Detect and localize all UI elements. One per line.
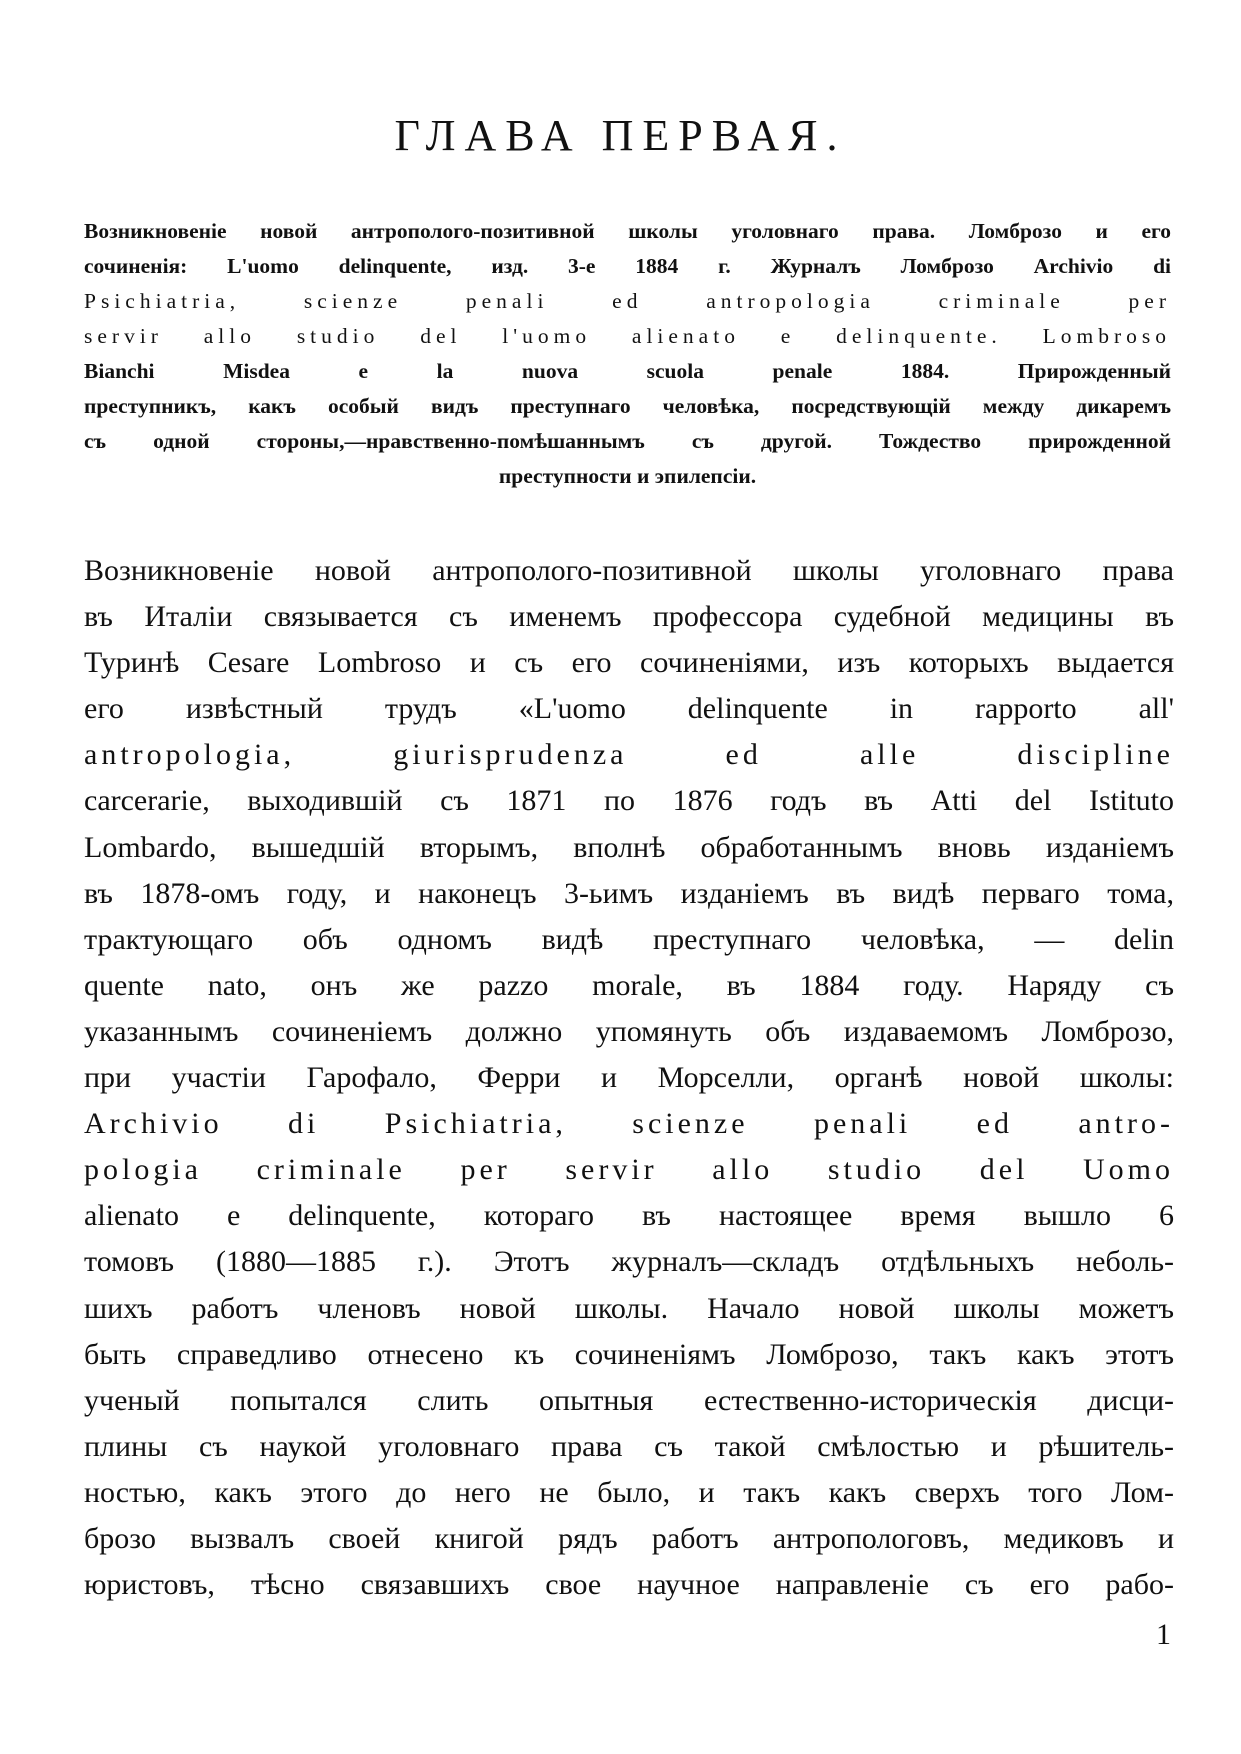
body-line: при участіи Гарофало, Ферри и Морселли, органѣ новой школы: bbox=[84, 1061, 1174, 1095]
chapter-title: ГЛАВА ПЕРВАЯ. bbox=[394, 111, 847, 160]
summary-line: Bianchi Misdea e la nuova scuola penale 1884. Прирожденный bbox=[84, 359, 1171, 383]
body-line: указаннымъ сочиненіемъ должно упомянуть объ издаваемомъ Ломброзо, bbox=[84, 1014, 1174, 1048]
body-text bbox=[84, 548, 1174, 1608]
body-line: брозо вызвалъ своей книгой рядъ работъ антропологовъ, медиковъ и bbox=[84, 1521, 1174, 1555]
body-line: томовъ (1880—1885 г.). Этотъ журналъ—складъ отдѣльныхъ неболь- bbox=[84, 1245, 1174, 1279]
body-line: юристовъ, тѣсно связавшихъ свое научное направленіе съ его рабо- bbox=[84, 1568, 1174, 1602]
body-line: quente nato, онъ же pazzo morale, въ 1884 году. Наряду съ bbox=[84, 968, 1174, 1002]
summary-line: преступникъ, какъ особый видъ преступнаго человѣка, посредствующій между дикаремъ bbox=[84, 394, 1171, 418]
body-line: въ Италіи связывается съ именемъ профессора судебной медицины въ bbox=[84, 600, 1174, 634]
body-line: быть справедливо отнесено къ сочиненіямъ Ломброзо, такъ какъ этотъ bbox=[84, 1337, 1174, 1371]
body-line: ностью, какъ этого до него не было, и такъ какъ сверхъ того Лом- bbox=[84, 1475, 1174, 1509]
summary-line: servir allo studio del l'uomo alienato e delinquente. Lombroso bbox=[84, 324, 1171, 348]
body-line: Lombardo, вышедшій вторымъ, вполнѣ обработаннымъ вновь изданіемъ bbox=[84, 830, 1174, 864]
body-line: трактующаго объ одномъ видѣ преступнаго человѣка, — delin bbox=[84, 922, 1174, 956]
body-line: carcerarie, выходившій съ 1871 по 1876 годъ въ Atti del Istituto bbox=[84, 784, 1174, 818]
body-line: alienato e delinquente, котораго въ настоящее время вышло 6 bbox=[84, 1199, 1174, 1233]
body-line: Туринѣ Cesare Lombroso и съ его сочиненіями, изъ которыхъ выдается bbox=[84, 646, 1174, 680]
summary-line: сочиненія: L'uomo delinquente, изд. 3-е 1884 г. Журналъ Ломброзо Archivio di bbox=[84, 254, 1171, 278]
body-line: Возникновеніе новой антрополого-позитивной школы уголовнаго права bbox=[84, 554, 1174, 587]
body-line: плины съ наукой уголовнаго права съ такой смѣлостью и рѣшитель- bbox=[84, 1429, 1174, 1463]
page-number: 1 bbox=[1156, 1618, 1171, 1651]
summary-line: Psichiatria, scienze penali ed antropologia criminale per bbox=[84, 289, 1171, 313]
chapter-summary bbox=[84, 214, 1171, 494]
body-line: ученый попытался слить опытныя естественно-историческія дисци- bbox=[84, 1383, 1174, 1417]
summary-line: преступности и эпилепсіи. bbox=[498, 464, 757, 488]
body-line: въ 1878-омъ году, и наконецъ 3-ьимъ изданіемъ въ видѣ перваго тома, bbox=[84, 876, 1174, 910]
summary-line: Возникновеніе новой антрополого-позитивной школы уголовнаго права. Ломброзо и его bbox=[84, 219, 1171, 243]
body-line: Archivio di Psichiatria, scienze penali ed antro- bbox=[84, 1107, 1174, 1141]
body-line: шихъ работъ членовъ новой школы. Начало новой школы можетъ bbox=[84, 1291, 1174, 1325]
body-line: pologia criminale per servir allo studio del Uomo bbox=[84, 1153, 1174, 1187]
summary-line: съ одной стороны,—нравственно-помѣшаннымъ съ другой. Тождество прирожденной bbox=[84, 429, 1171, 453]
body-line: antropologia, giurisprudenza ed alle discipline bbox=[84, 738, 1174, 772]
body-line: его извѣстный трудъ «L'uomo delinquente in rapporto all' bbox=[84, 692, 1174, 726]
